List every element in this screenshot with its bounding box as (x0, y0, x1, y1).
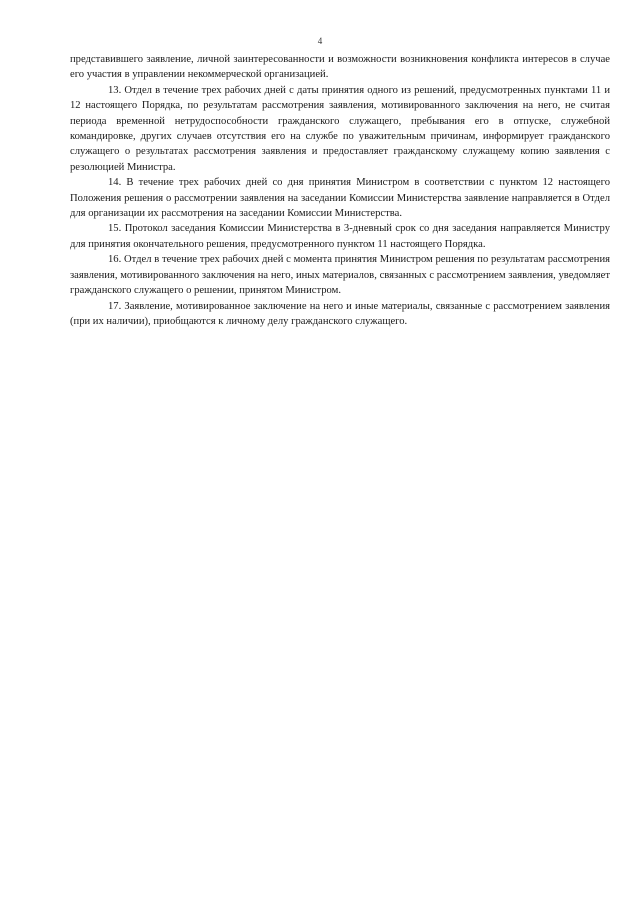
page-number: 4 (317, 36, 323, 46)
paragraph-item-14: 14. В течение трех рабочих дней со дня принятия Министром в соответствии с пунктом 12 настоящего Положения решения о рассмотрении заявления на заседании Комиссии Министерства заявление направляется в Отдел для организации их рассмотрения на заседании Комиссии Министерства. (70, 177, 610, 220)
paragraph-item-16: 16. Отдел в течение трех рабочих дней с момента принятия Министром решения по результатам рассмотрения заявления, мотивированного заключения на него, иных материалов, связанных с рассмотрением заявления, уведомляет гражданского служащего о решении, принятом Министром. (70, 254, 610, 297)
document-body (70, 52, 610, 329)
paragraph-continuation: представившего заявление, личной заинтересованности и возможности возникновения конфликта интересов в случае его участия в управлении некоммерческой организацией. (70, 54, 610, 81)
paragraph-item-13: 13. Отдел в течение трех рабочих дней с даты принятия одного из решений, предусмотренных пунктами 11 и 12 настоящего Порядка, по результатам рассмотрения заявления, мотивированного заключения на него, не считая периода временной нетрудоспособности гражданского служащего, пребывания его в отпуске, служебной командировке, других случаев отсутствия его на службе по уважительным причинам, информирует гражданского служащего о результатах рассмотрения заявления и предоставляет гражданскому служащему копию заявления с резолюцией Министра. (70, 84, 610, 173)
paragraph-item-17: 17. Заявление, мотивированное заключение на него и иные материалы, связанные с рассмотрением заявления (при их наличии), приобщаются к личному делу гражданского служащего. (70, 300, 610, 327)
paragraph-item-15: 15. Протокол заседания Комиссии Министерства в 3-дневный срок со дня заседания направляется Министру для принятия окончательного решения, предусмотренного пунктом 11 настоящего Порядка. (70, 223, 610, 250)
